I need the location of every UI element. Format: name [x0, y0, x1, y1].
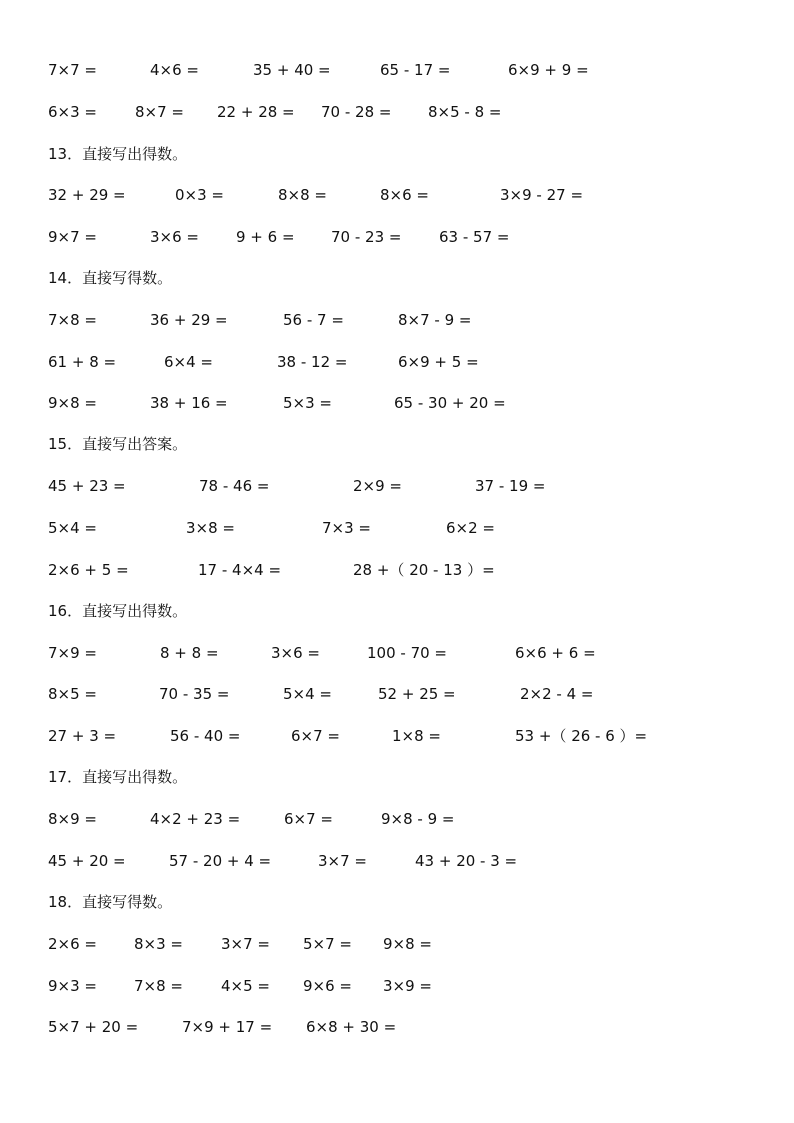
section-heading: 16．直接写出得数。 [48, 602, 188, 620]
problem-row [0, 1016, 794, 1038]
problem-row [0, 392, 794, 414]
math-problem: 2×6 + 5 = [48, 561, 129, 579]
math-problem: 8×9 = [48, 810, 97, 828]
math-problem: 78 - 46 = [199, 477, 270, 495]
math-problem: 43 + 20 - 3 = [415, 852, 518, 870]
problem-row [0, 642, 794, 664]
math-problem: 8×6 = [380, 186, 429, 204]
math-problem: 37 - 19 = [475, 477, 546, 495]
math-problem: 6×6 + 6 = [515, 644, 596, 662]
math-problem: 9×8 = [383, 935, 432, 953]
section-heading: 17．直接写出得数。 [48, 768, 188, 786]
problem-row [0, 475, 794, 497]
math-problem: 6×4 = [164, 353, 213, 371]
section-heading: 13．直接写出得数。 [48, 145, 188, 163]
problem-row [0, 683, 794, 705]
math-problem: 9×6 = [303, 977, 352, 995]
math-problem: 8×3 = [134, 935, 183, 953]
math-problem: 2×9 = [353, 477, 402, 495]
math-problem: 53 +（ 26 - 6 ）= [515, 727, 648, 745]
math-problem: 35 + 40 = [253, 61, 331, 79]
math-problem: 4×6 = [150, 61, 199, 79]
math-problem: 100 - 70 = [367, 644, 448, 662]
problem-row [0, 725, 794, 747]
math-problem: 70 - 28 = [321, 103, 392, 121]
problem-row [0, 226, 794, 248]
section-heading: 15．直接写出答案。 [48, 435, 188, 453]
math-problem: 65 - 30 + 20 = [394, 394, 506, 412]
math-problem: 3×7 = [221, 935, 270, 953]
math-problem: 57 - 20 + 4 = [169, 852, 272, 870]
math-problem: 56 - 40 = [170, 727, 241, 745]
math-problem: 70 - 23 = [331, 228, 402, 246]
problem-row [0, 933, 794, 955]
math-problem: 27 + 3 = [48, 727, 117, 745]
math-problem: 8×7 = [135, 103, 184, 121]
math-problem: 8×5 = [48, 685, 97, 703]
problem-row [0, 808, 794, 830]
math-problem: 9×3 = [48, 977, 97, 995]
math-problem: 5×7 + 20 = [48, 1018, 139, 1036]
math-problem: 8×8 = [278, 186, 327, 204]
math-problem: 5×4 = [48, 519, 97, 537]
math-problem: 8×5 - 8 = [428, 103, 502, 121]
math-problem: 70 - 35 = [159, 685, 230, 703]
section-heading-row [0, 600, 794, 622]
math-problem: 5×4 = [283, 685, 332, 703]
math-problem: 9×8 = [48, 394, 97, 412]
problem-row [0, 59, 794, 81]
math-problem: 9×7 = [48, 228, 97, 246]
math-problem: 22 + 28 = [217, 103, 295, 121]
math-problem: 6×3 = [48, 103, 97, 121]
math-problem: 61 + 8 = [48, 353, 117, 371]
problem-row [0, 101, 794, 123]
math-problem: 28 +（ 20 - 13 ）= [353, 561, 495, 579]
math-problem: 0×3 = [175, 186, 224, 204]
math-problem: 2×2 - 4 = [520, 685, 594, 703]
math-problem: 52 + 25 = [378, 685, 456, 703]
problem-row [0, 975, 794, 997]
math-problem: 9 + 6 = [236, 228, 295, 246]
section-heading-row [0, 267, 794, 289]
math-problem: 6×2 = [446, 519, 495, 537]
math-problem: 32 + 29 = [48, 186, 126, 204]
math-problem: 3×9 = [383, 977, 432, 995]
math-problem: 6×7 = [284, 810, 333, 828]
math-problem: 4×5 = [221, 977, 270, 995]
problem-row [0, 351, 794, 373]
math-problem: 7×8 = [134, 977, 183, 995]
math-problem: 2×6 = [48, 935, 97, 953]
math-problem: 5×3 = [283, 394, 332, 412]
math-problem: 7×8 = [48, 311, 97, 329]
math-problem: 6×8 + 30 = [306, 1018, 397, 1036]
problem-row [0, 850, 794, 872]
math-problem: 56 - 7 = [283, 311, 344, 329]
math-problem: 7×9 = [48, 644, 97, 662]
math-problem: 45 + 20 = [48, 852, 126, 870]
math-problem: 7×3 = [322, 519, 371, 537]
problem-row [0, 517, 794, 539]
math-problem: 8×7 - 9 = [398, 311, 472, 329]
math-problem: 3×6 = [271, 644, 320, 662]
math-problem: 36 + 29 = [150, 311, 228, 329]
section-heading: 18．直接写得数。 [48, 893, 173, 911]
problem-row [0, 184, 794, 206]
section-heading-row [0, 143, 794, 165]
math-problem: 38 + 16 = [150, 394, 228, 412]
math-problem: 1×8 = [392, 727, 441, 745]
math-problem: 63 - 57 = [439, 228, 510, 246]
math-problem: 65 - 17 = [380, 61, 451, 79]
section-heading-row [0, 766, 794, 788]
math-problem: 6×9 + 9 = [508, 61, 589, 79]
section-heading-row [0, 433, 794, 455]
problem-row [0, 559, 794, 581]
math-problem: 45 + 23 = [48, 477, 126, 495]
math-problem: 7×9 + 17 = [182, 1018, 273, 1036]
section-heading-row [0, 891, 794, 913]
math-problem: 8 + 8 = [160, 644, 219, 662]
math-problem: 3×8 = [186, 519, 235, 537]
math-problem: 3×7 = [318, 852, 367, 870]
math-problem: 38 - 12 = [277, 353, 348, 371]
math-problem: 3×6 = [150, 228, 199, 246]
math-problem: 9×8 - 9 = [381, 810, 455, 828]
math-problem: 17 - 4×4 = [198, 561, 282, 579]
math-problem: 3×9 - 27 = [500, 186, 584, 204]
math-problem: 7×7 = [48, 61, 97, 79]
problem-row [0, 309, 794, 331]
math-problem: 5×7 = [303, 935, 352, 953]
section-heading: 14．直接写得数。 [48, 269, 173, 287]
math-problem: 4×2 + 23 = [150, 810, 241, 828]
math-problem: 6×9 + 5 = [398, 353, 479, 371]
math-problem: 6×7 = [291, 727, 340, 745]
